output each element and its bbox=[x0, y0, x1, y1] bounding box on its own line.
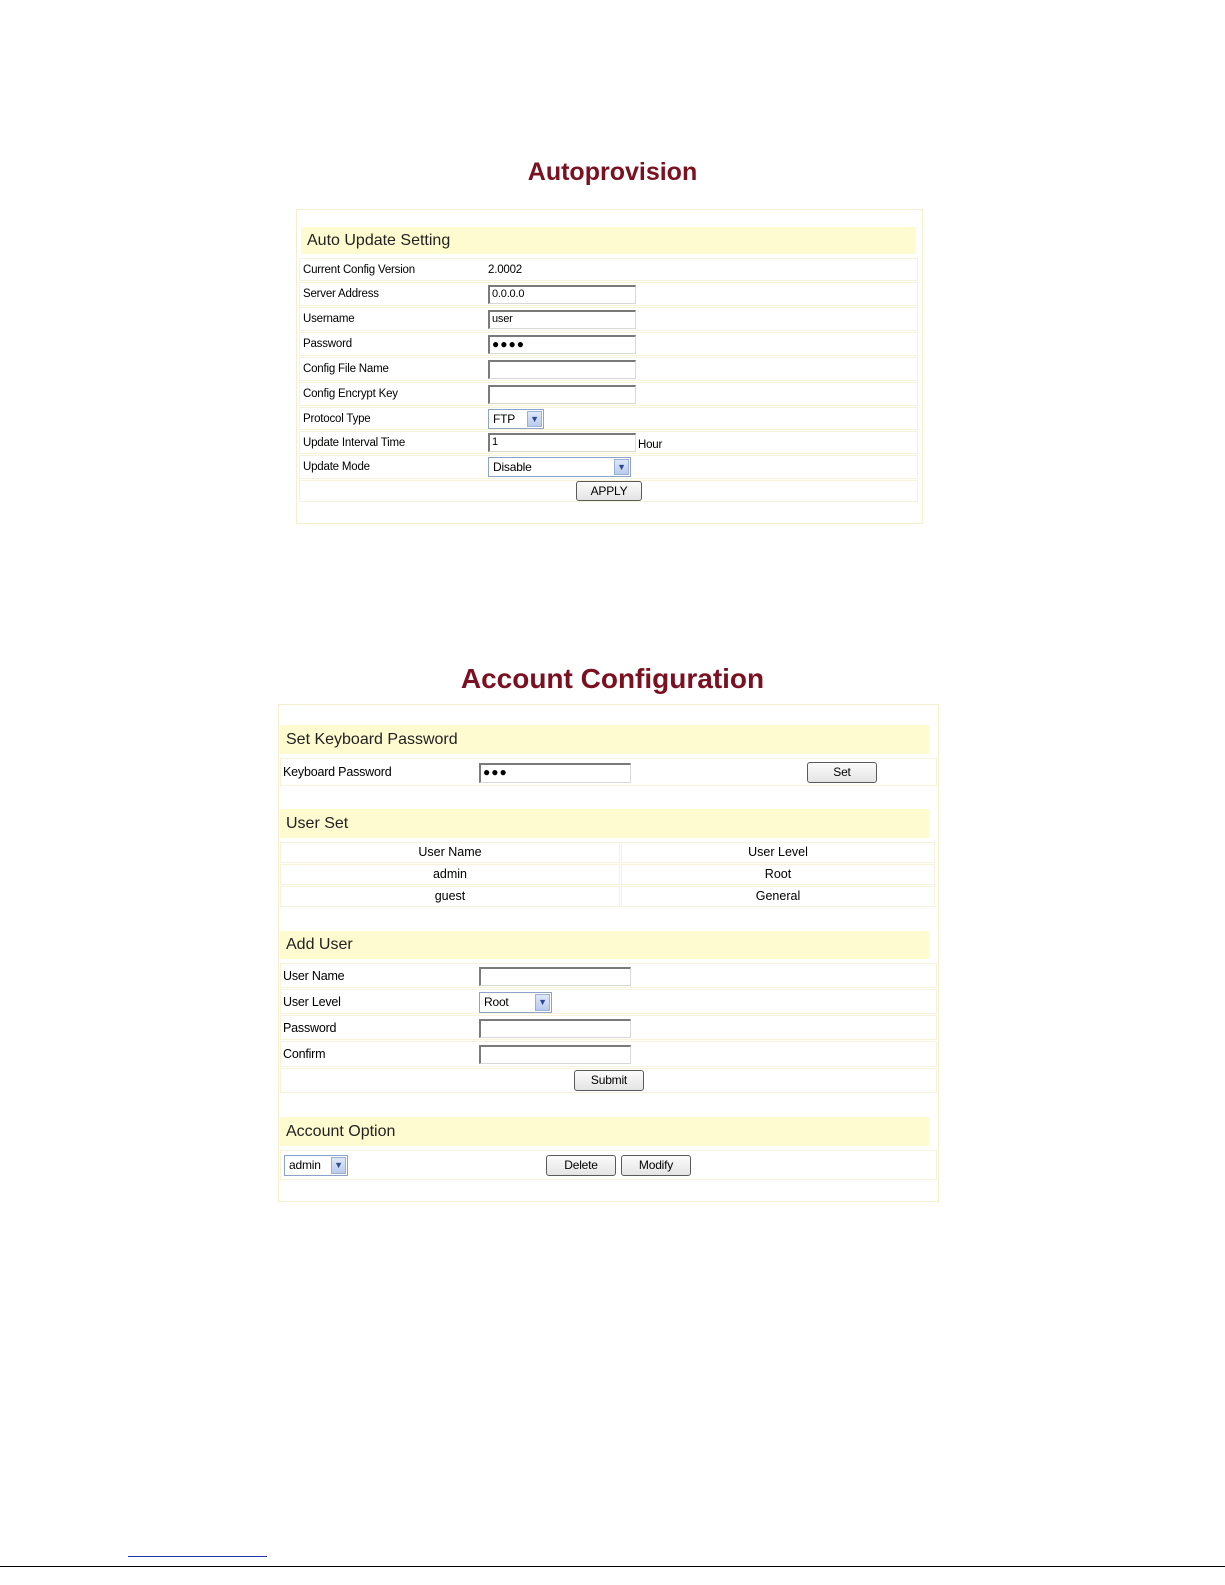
row-add-user-password bbox=[280, 1015, 937, 1040]
add-user-level-value: Root bbox=[484, 995, 509, 1009]
autoprovision-title: Autoprovision bbox=[527, 158, 698, 186]
chevron-down-icon: ▼ bbox=[535, 994, 550, 1011]
row-submit bbox=[280, 1068, 937, 1093]
row-account-option bbox=[280, 1150, 937, 1180]
row-add-user-confirm bbox=[280, 1041, 937, 1067]
add-user-confirm-input[interactable] bbox=[479, 1045, 631, 1064]
config-encrypt-key-label: Config Encrypt Key bbox=[303, 388, 398, 400]
set-button[interactable]: Set bbox=[807, 762, 877, 783]
row-config-file-name bbox=[299, 357, 918, 381]
keyboard-password-label: Keyboard Password bbox=[283, 765, 392, 779]
update-interval-input[interactable]: 1 bbox=[488, 433, 636, 452]
config-file-name-label: Config File Name bbox=[303, 363, 389, 375]
update-interval-unit: Hour bbox=[638, 439, 663, 452]
server-address-input[interactable]: 0.0.0.0 bbox=[488, 285, 636, 304]
apply-button[interactable]: APPLY bbox=[576, 481, 642, 501]
keyboard-password-input[interactable]: ●●● bbox=[479, 763, 631, 783]
modify-button[interactable]: Modify bbox=[621, 1155, 691, 1176]
row-username bbox=[299, 307, 918, 331]
row-current-config-version bbox=[299, 258, 918, 281]
row-config-encrypt-key bbox=[299, 382, 918, 406]
auto-update-setting-header: Auto Update Setting bbox=[301, 227, 916, 254]
update-mode-select[interactable] bbox=[488, 457, 631, 477]
user-set-header: User Set bbox=[280, 809, 929, 838]
row-password bbox=[299, 332, 918, 356]
table-cell-user-level: General bbox=[621, 886, 935, 907]
add-user-confirm-label: Confirm bbox=[283, 1047, 326, 1061]
protocol-type-select[interactable] bbox=[488, 409, 544, 429]
account-option-select[interactable] bbox=[284, 1155, 348, 1176]
delete-button[interactable]: Delete bbox=[546, 1155, 616, 1176]
protocol-type-label: Protocol Type bbox=[303, 412, 371, 425]
update-interval-label: Update Interval Time bbox=[303, 436, 406, 449]
password-input[interactable]: ●●●● bbox=[488, 335, 636, 354]
set-keyboard-password-header: Set Keyboard Password bbox=[280, 725, 929, 754]
password-label: Password bbox=[303, 338, 352, 350]
username-input[interactable]: user bbox=[488, 310, 636, 329]
update-mode-label: Update Mode bbox=[303, 461, 370, 473]
row-apply bbox=[299, 480, 918, 502]
table-cell-user-name: guest bbox=[280, 886, 620, 907]
row-add-user-level bbox=[280, 989, 937, 1014]
account-configuration-title: Account Configuration bbox=[460, 663, 765, 694]
footer-link-underline bbox=[128, 1556, 267, 1557]
chevron-down-icon: ▼ bbox=[527, 411, 542, 427]
add-user-level-label: User Level bbox=[283, 994, 341, 1009]
row-keyboard-password bbox=[280, 758, 937, 786]
add-user-header: Add User bbox=[280, 931, 929, 959]
config-encrypt-key-input[interactable] bbox=[488, 385, 636, 404]
server-address-label: Server Address bbox=[303, 288, 379, 300]
row-update-interval bbox=[299, 431, 918, 454]
user-name-column-header: User Name bbox=[280, 842, 620, 863]
config-file-name-input[interactable] bbox=[488, 360, 636, 379]
add-user-level-select[interactable] bbox=[479, 992, 552, 1013]
row-protocol-type bbox=[299, 407, 918, 430]
update-mode-value: Disable bbox=[493, 460, 532, 474]
footer-rule bbox=[0, 1566, 1225, 1567]
chevron-down-icon: ▼ bbox=[331, 1157, 346, 1174]
table-cell-user-level: Root bbox=[621, 864, 935, 885]
table-cell-user-name: admin bbox=[280, 864, 620, 885]
row-add-user-name bbox=[280, 963, 937, 988]
add-user-name-input[interactable] bbox=[479, 967, 631, 986]
row-update-mode bbox=[299, 455, 918, 479]
user-level-column-header: User Level bbox=[621, 842, 935, 863]
current-config-version-label: Current Config Version bbox=[303, 263, 415, 276]
submit-button[interactable]: Submit bbox=[574, 1070, 644, 1091]
account-configuration-panel bbox=[278, 704, 939, 1202]
add-user-password-input[interactable] bbox=[479, 1019, 631, 1038]
autoprovision-panel bbox=[296, 209, 923, 524]
username-label: Username bbox=[303, 313, 355, 325]
account-option-header: Account Option bbox=[280, 1117, 929, 1146]
protocol-type-value: FTP bbox=[493, 412, 516, 426]
account-option-selected-user: admin bbox=[289, 1158, 321, 1172]
row-server-address bbox=[299, 282, 918, 306]
current-config-version-value: 2.0002 bbox=[488, 263, 522, 276]
add-user-password-label: Password bbox=[283, 1020, 337, 1035]
add-user-name-label: User Name bbox=[283, 968, 345, 983]
chevron-down-icon: ▼ bbox=[614, 459, 629, 475]
